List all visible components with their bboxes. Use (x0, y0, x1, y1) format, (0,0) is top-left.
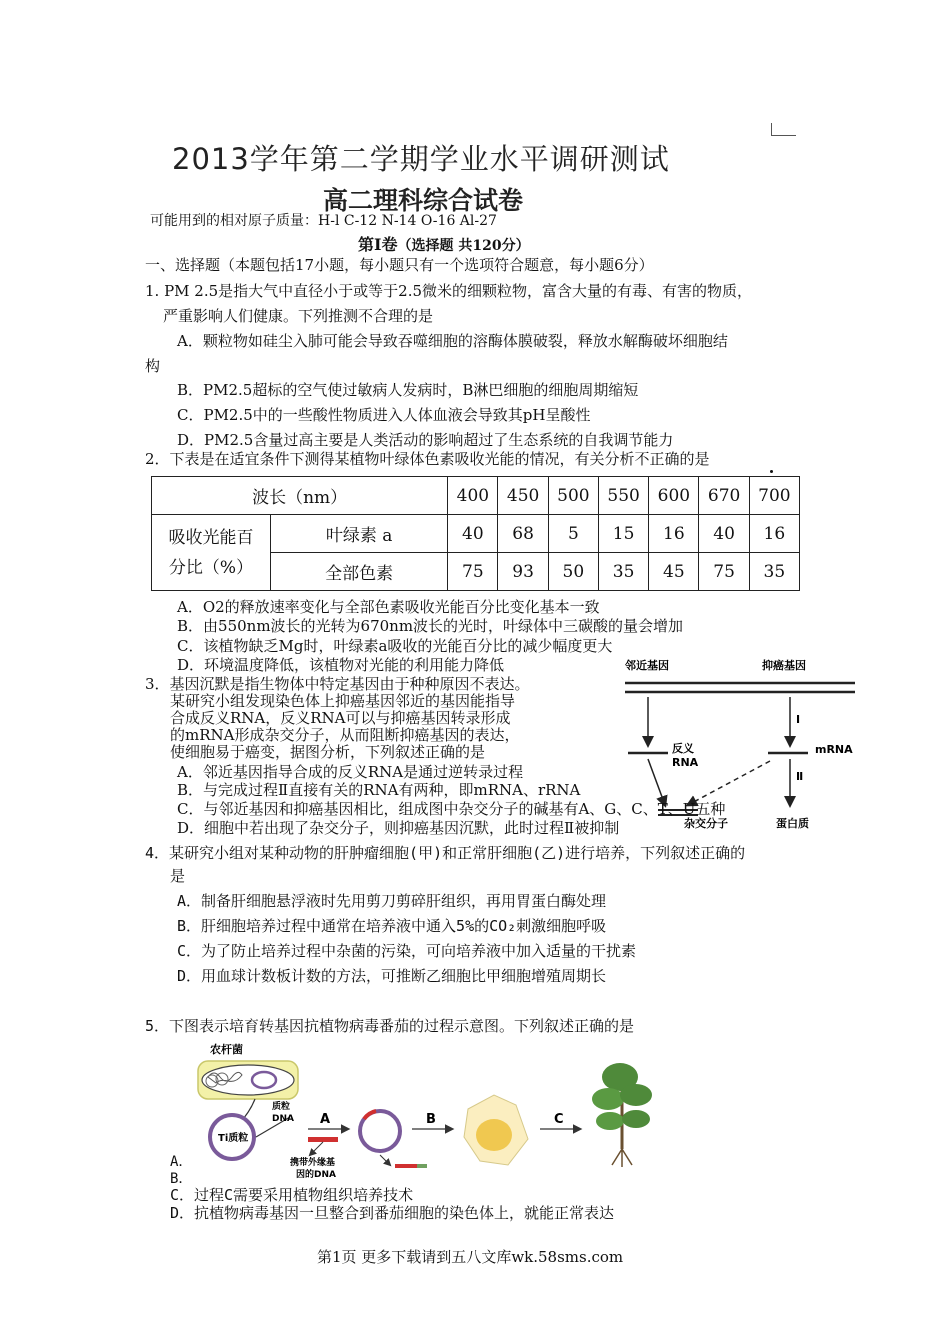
page-footer: 第1页 更多下载请到五八文库wk.58sms.com (317, 1248, 624, 1266)
q2-option-d: D．环境温度降低，该植物对光能的利用能力降低 (177, 656, 505, 674)
row-label-chlorophyll: 叶绿素 a (271, 515, 448, 553)
diagram-label-foreign-2: 因的DNA (296, 1170, 336, 1180)
q1-option-b: B．PM2.5超标的空气使过敏病人发病时，B淋巴细胞的细胞周期缩短 (177, 381, 639, 399)
q5-option-d: D．抗植物病毒基因一旦整合到番茄细胞的染色体上，就能正常表达 (170, 1204, 615, 1222)
q2-option-b: B．由550nm波长的光转为670nm波长的光时，叶绿体中三碳酸的量会增加 (177, 617, 684, 635)
atomic-mass-note: 可能用到的相对原子质量：H-l C-12 N-14 O-16 Al-27 (150, 213, 497, 229)
table-cell: 16 (749, 515, 799, 553)
q2-option-c: C．该植物缺乏Mg时，叶绿素a吸收的光能百分比的减少幅度更大 (177, 637, 613, 655)
table-cell: 93 (498, 553, 548, 591)
table-cell: 75 (448, 553, 498, 591)
corner-mark (771, 123, 796, 136)
q4-stem-line2: 是 (170, 867, 186, 885)
q5-option-a: A． (170, 1154, 193, 1170)
table-cell: 550 (598, 477, 648, 515)
q4-option-b: B．肝细胞培养过程中通常在培养液中通入5%的CO₂刺激细胞呼吸 (177, 917, 607, 935)
table-cell: 45 (649, 553, 699, 591)
q1-option-a-line2: 构 (145, 357, 161, 375)
table-cell: 5 (548, 515, 598, 553)
q1-stem-line1: 1. PM 2.5是指大气中直径小于或等于2.5微米的细颗粒物，富含大量的有毒、有害的物质， (145, 282, 753, 300)
volume-label: 第Ⅰ卷 (358, 235, 398, 254)
q2-option-a: A．O2的释放速率变化与全部色素吸收光能百分比变化基本一致 (177, 598, 600, 616)
table-cell: 16 (649, 515, 699, 553)
q1-option-c: C．PM2.5中的一些酸性物质进入人体血液会导致其pH呈酸性 (177, 406, 591, 424)
absorb-header-line1: 吸收光能百 (168, 527, 254, 548)
diagram-label-foreign-1: 携带外缘基 (290, 1158, 336, 1168)
q5-stem: 5．下图表示培育转基因抗植物病毒番茄的过程示意图。下列叙述正确的是 (145, 1017, 635, 1035)
q3-stem-line3: 合成反义RNA，反义RNA可以与抑癌基因转录形成 (170, 709, 511, 727)
table-cell: 600 (649, 477, 699, 515)
q2-stem: 2．下表是在适宜条件下测得某植物叶绿体色素吸收光能的情况，有关分析不正确的是 (145, 450, 710, 468)
volume-note: （选择题 共120分） (397, 238, 530, 254)
emphasis-dot (770, 470, 773, 473)
diagram-label-step1: Ⅰ (796, 713, 801, 726)
table-cell: 500 (548, 477, 598, 515)
q1-stem-line2: 严重影响人们健康。下列推测不合理的是 (163, 307, 434, 325)
q1-option-a-line1: A．颗粒物如硅尘入肺可能会导致吞噬细胞的溶酶体膜破裂，释放水解酶破坏细胞结 (177, 332, 728, 350)
table-cell: 670 (699, 477, 749, 515)
volume-heading (358, 232, 530, 255)
page-title: 2013学年第二学期学业水平调研测试 (172, 142, 670, 176)
table-cell: 400 (448, 477, 498, 515)
diagram-label-step2: Ⅱ (796, 770, 804, 783)
table-cell: 35 (749, 553, 799, 591)
q4-stem-line1: 4．某研究小组对某种动物的肝肿瘤细胞(甲)和正常肝细胞(乙)进行培养，下列叙述正确的 (145, 844, 746, 862)
q3-option-d: D．细胞中若出现了杂交分子，则抑癌基因沉默，此时过程Ⅱ被抑制 (177, 819, 620, 837)
diagram-label-step-a: A (320, 1112, 331, 1127)
absorb-header (152, 515, 271, 591)
table-cell: 450 (498, 477, 548, 515)
q4-option-d: D．用血球计数板计数的方法，可推断乙细胞比甲细胞增殖周期长 (177, 967, 607, 985)
table-cell: 75 (699, 553, 749, 591)
table-cell: 68 (498, 515, 548, 553)
diagram-label-ti: Ti质粒 (218, 1133, 249, 1144)
diagram-label-agro: 农杆菌 (210, 1043, 243, 1056)
q3-option-c: C．与邻近基因和抑癌基因相比，组成图中杂交分子的碱基有A、G、C、T、U五种 (177, 800, 726, 818)
diagram-label-plasmid-2: DNA (272, 1114, 294, 1124)
transgenic-tomato-diagram (190, 1037, 670, 1182)
q3-stem-line2: 某研究小组发现染色体上抑癌基因邻近的基因能指导 (170, 692, 516, 710)
q3-stem-line1: 3．基因沉默是指生物体中特定基因由于种种原因不表达。 (145, 675, 530, 693)
table-cell: 50 (548, 553, 598, 591)
q5-option-b: B． (170, 1171, 193, 1187)
diagram-label-mrna: mRNA (815, 743, 853, 756)
wavelength-header: 波长（nm） (152, 477, 448, 515)
diagram-label-plasmid-1: 质粒 (272, 1102, 291, 1112)
diagram-label-step-b: B (426, 1112, 436, 1127)
table-cell: 15 (598, 515, 648, 553)
q3-stem-line5: 使细胞易于癌变，据图分析，下列叙述正确的是 (170, 743, 486, 761)
table-cell: 40 (699, 515, 749, 553)
table-cell: 35 (598, 553, 648, 591)
absorption-table (151, 476, 800, 591)
table-cell: 40 (448, 515, 498, 553)
q3-option-b: B．与完成过程Ⅱ直接有关的RNA有两种，即mRNA、rRNA (177, 781, 581, 799)
q4-option-c: C．为了防止培养过程中杂菌的污染，可向培养液中加入适量的干扰素 (177, 942, 637, 960)
diagram-label-protein: 蛋白质 (776, 817, 809, 830)
q5-option-c: C．过程C需要采用植物组织培养技术 (170, 1186, 414, 1204)
diagram-label-neighbor: 邻近基因 (625, 659, 669, 672)
page-subtitle: 高二理科综合试卷 (323, 186, 524, 215)
row-label-all-pigments: 全部色素 (271, 553, 448, 591)
q3-stem-line4: 的mRNA形成杂交分子，从而阻断抑癌基因的表达， (170, 726, 520, 744)
diagram-label-rna: RNA (672, 756, 699, 769)
q1-option-d: D．PM2.5含量过高主要是人类活动的影响超过了生态系统的自我调节能力 (177, 431, 674, 449)
section-heading: 一、选择题（本题包括17小题，每小题只有一个选项符合题意，每小题6分） (145, 256, 654, 274)
diagram-label-hybrid: 杂交分子 (684, 817, 728, 830)
table-cell: 700 (749, 477, 799, 515)
diagram-label-step-c: C (554, 1112, 564, 1127)
diagram-label-suppressor: 抑癌基因 (762, 659, 806, 672)
diagram-label-antisense: 反义 (672, 742, 694, 755)
absorb-header-line2: 分比（%） (168, 557, 254, 578)
q4-option-a: A．制备肝细胞悬浮液时先用剪刀剪碎肝组织，再用胃蛋白酶处理 (177, 892, 607, 910)
q3-option-a: A．邻近基因指导合成的反义RNA是通过逆转录过程 (177, 763, 524, 781)
